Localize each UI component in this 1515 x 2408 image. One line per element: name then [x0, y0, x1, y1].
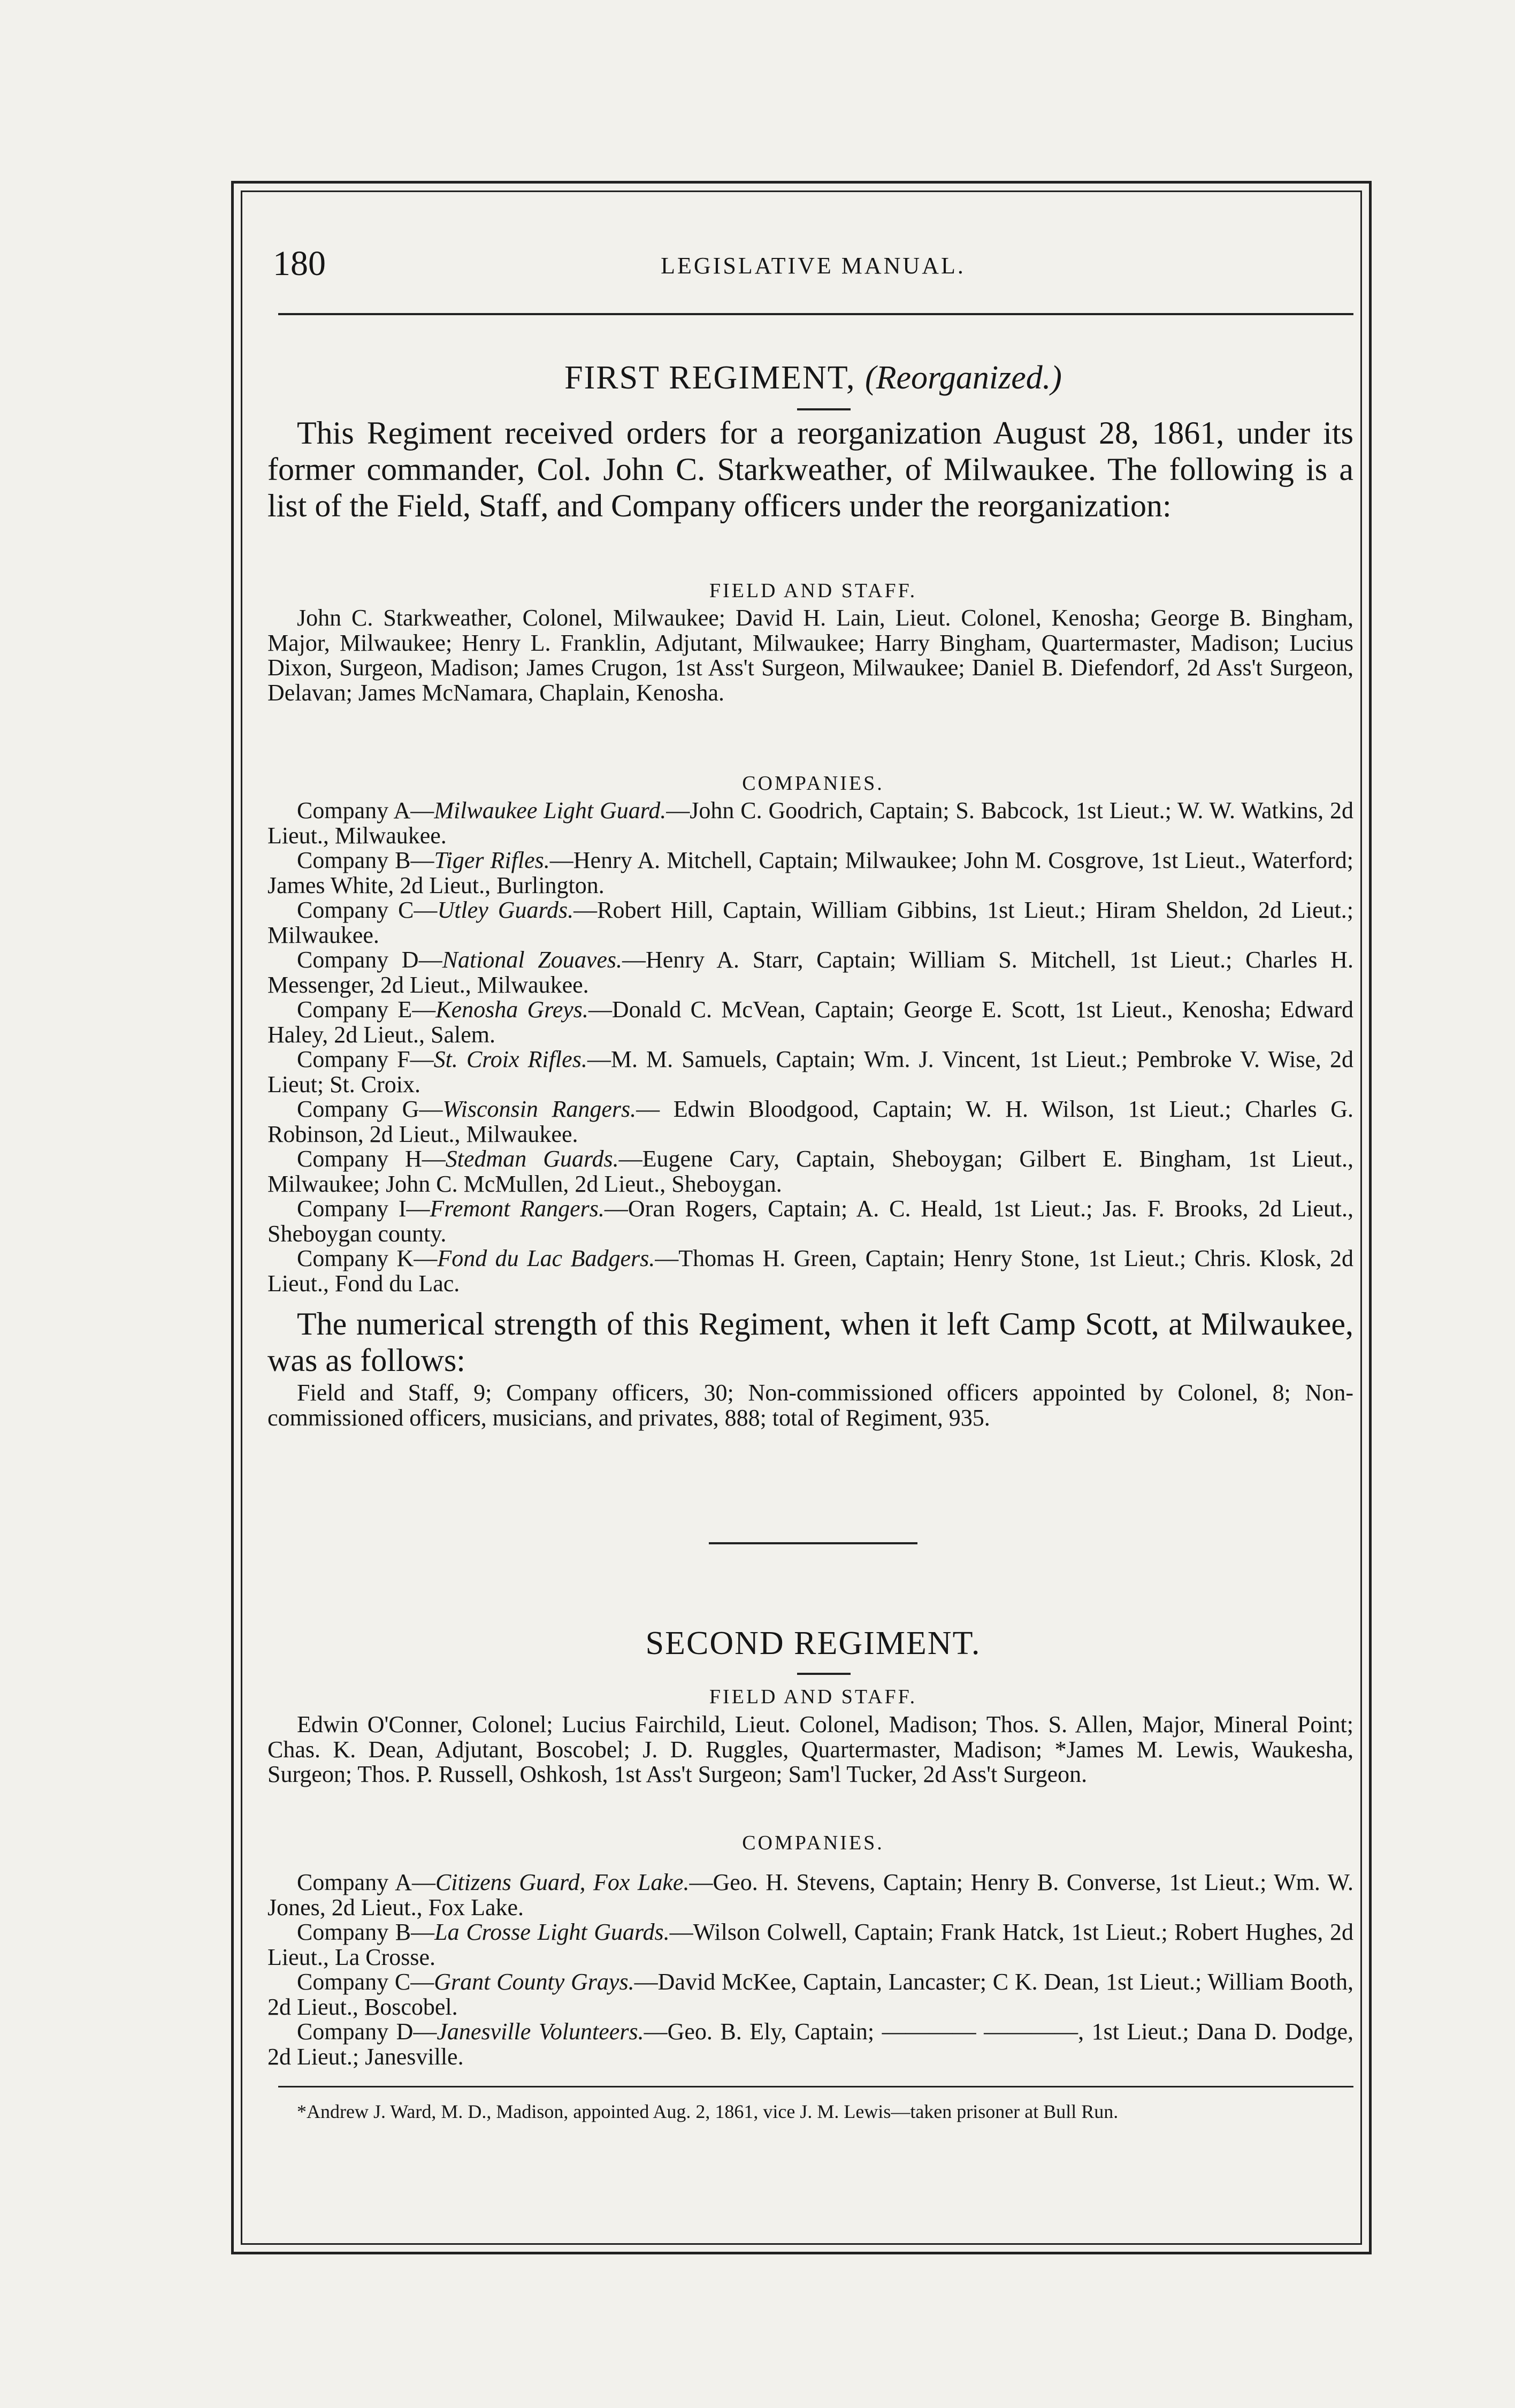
- first-regiment-intro: This Regiment received orders for a reorganization August 28, 1861, under its former commander, Col. John C. Starkweather, of Milwaukee. The following is a list of the Field, Staff, and Company officers under the reorganization:: [267, 415, 1353, 523]
- first-companies-heading: COMPANIES.: [742, 772, 884, 795]
- list-item: Company E—Kenosha Greys.—Donald C. McVean, Captain; George E. Scott, 1st Lieut., Kenosha; Edward Haley, 2d Lieut., Salem.: [267, 996, 1354, 1048]
- list-item: Company C—Utley Guards.—Robert Hill, Captain, William Gibbins, 1st Lieut.; Hiram Sheldon, 2d Lieut.; Milwaukee.: [267, 897, 1354, 948]
- second-companies-list: [267, 1870, 1353, 2069]
- second-field-staff-text: Edwin O'Conner, Colonel; Lucius Fairchild, Lieut. Colonel, Madison; Thos. S. Allen, Major, Mineral Point; Chas. K. Dean, Adjutant, Boscobel; J. D. Ruggles, Quartermaster, Madison; *James M. Lewis, Waukesha, Surgeon; Thos. P. Russell, Oshkosh, 1st Ass't Surgeon; Sam'l Tucker, 2d Ass't Surgeon.: [267, 1711, 1353, 1787]
- list-item: Company D—National Zouaves.—Henry A. Starr, Captain; William S. Mitchell, 1st Lieut.; Charles H. Messenger, 2d Lieut., Milwaukee.: [267, 947, 1353, 998]
- first-field-staff-text: John C. Starkweather, Colonel, Milwaukee; David H. Lain, Lieut. Colonel, Kenosha; George B. Bingham, Major, Milwaukee; Henry L. Franklin, Adjutant, Milwaukee; Harry Bingham, Quartermaster, Madison; Lucius Dixon, Surgeon, Madison; James Crugon, 1st Ass't Surgeon, Milwaukee; Daniel B. Diefendorf, 2d Ass't Surgeon, Delavan; James McNamara, Chaplain, Kenosha.: [267, 605, 1353, 706]
- first-field-staff-heading: FIELD AND STAFF.: [709, 580, 917, 602]
- first-regiment-title-text: FIRST REGIMENT,: [564, 360, 856, 396]
- list-item: Company K—Fond du Lac Badgers.—Thomas H. Green, Captain; Henry Stone, 1st Lieut.; Chris. Klosk, 2d Lieut., Fond du Lac.: [267, 1245, 1353, 1297]
- strength-text: Field and Staff, 9; Company officers, 30; Non-commissioned officers appointed by Colonel, 8; Non-commissioned officers, musicians, and privates, 888; total of Regiment, 935.: [267, 1380, 1353, 1431]
- title-underline: [797, 1673, 851, 1675]
- list-item: Company D—Janesville Volunteers.—Geo. B. Ely, Captain; ———— ————, 1st Lieut.; Dana D. Dodge, 2d Lieut.; Janesville.: [267, 2018, 1353, 2070]
- list-item: Company H—Stedman Guards.—Eugene Cary, Captain, Sheboygan; Gilbert E. Bingham, 1st Lieut., Milwaukee; John C. McMullen, 2d Lieut., Sheboygan.: [267, 1146, 1353, 1197]
- second-regiment-title: SECOND REGIMENT.: [645, 1625, 981, 1662]
- first-regiment-title: [267, 361, 1359, 394]
- first-regiment-title-note: (Reorganized.): [865, 360, 1062, 396]
- list-item: Company A—Milwaukee Light Guard.—John C. Goodrich, Captain; S. Babcock, 1st Lieut.; W. W. Watkins, 2d Lieut., Milwaukee.: [267, 797, 1353, 849]
- footnote-rule: [278, 2086, 1353, 2087]
- list-item: Company G—Wisconsin Rangers.— Edwin Bloodgood, Captain; W. H. Wilson, 1st Lieut.; Charles G. Robinson, 2d Lieut., Milwaukee.: [267, 1096, 1353, 1147]
- list-item: Company B—Tiger Rifles.—Henry A. Mitchell, Captain; Milwaukee; John M. Cosgrove, 1st Lieut., Waterford; James White, 2d Lieut., Burlington.: [267, 847, 1354, 898]
- list-item: Company A—Citizens Guard, Fox Lake.—Geo. H. Stevens, Captain; Henry B. Converse, 1st Lieut.; Wm. W. Jones, 2d Lieut., Fox Lake.: [267, 1869, 1354, 1921]
- second-field-staff-heading: FIELD AND STAFF.: [709, 1686, 917, 1708]
- strength-intro: The numerical strength of this Regiment, when it left Camp Scott, at Milwaukee, was as follows:: [267, 1306, 1353, 1378]
- list-item: Company C—Grant County Grays.—David McKee, Captain, Lancaster; C K. Dean, 1st Lieut.; William Booth, 2d Lieut., Boscobel.: [267, 1969, 1354, 2020]
- running-head: LEGISLATIVE MANUAL.: [661, 253, 966, 279]
- footnote: *Andrew J. Ward, M. D., Madison, appointed Aug. 2, 1861, vice J. M. Lewis—taken prisoner at Bull Run.: [297, 2101, 1119, 2122]
- list-item: Company B—La Crosse Light Guards.—Wilson Colwell, Captain; Frank Hatck, 1st Lieut.; Robert Hughes, 2d Lieut., La Crosse.: [267, 1919, 1353, 1970]
- list-item: Company I—Fremont Rangers.—Oran Rogers, Captain; A. C. Heald, 1st Lieut.; Jas. F. Brooks, 2d Lieut., Sheboygan county.: [267, 1195, 1353, 1247]
- second-companies-heading: COMPANIES.: [742, 1832, 884, 1854]
- list-item: Company F—St. Croix Rifles.—M. M. Samuels, Captain; Wm. J. Vincent, 1st Lieut.; Pembroke V. Wise, 2d Lieut; St. Croix.: [267, 1046, 1354, 1098]
- title-underline: [797, 408, 851, 410]
- page-number: 180: [273, 244, 326, 283]
- page-content: [267, 225, 1359, 2237]
- page-header: [267, 235, 1359, 284]
- header-rule: [278, 313, 1353, 315]
- first-companies-list: [267, 798, 1353, 1296]
- section-divider: [709, 1542, 917, 1544]
